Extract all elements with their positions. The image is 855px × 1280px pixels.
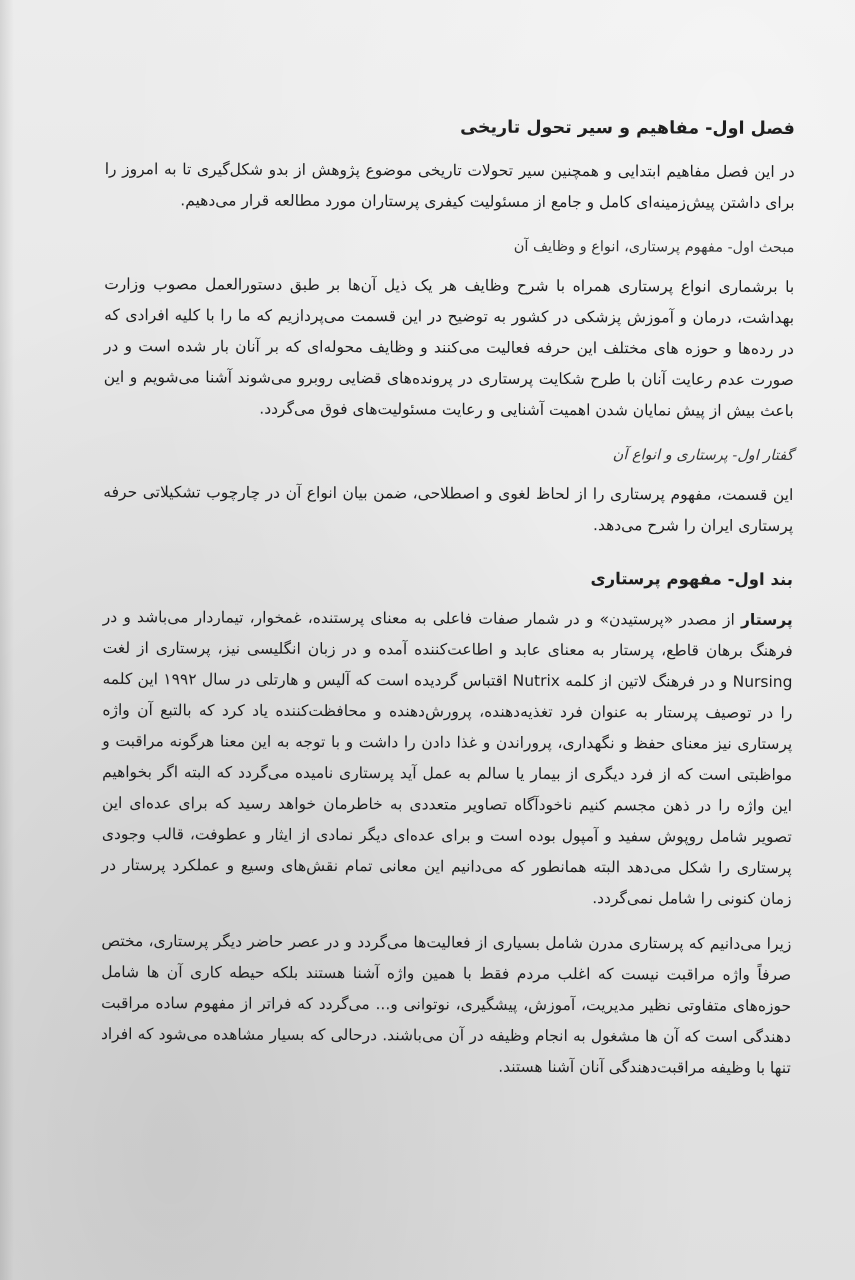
section-title: بند اول- مفهوم پرستاری — [590, 569, 793, 589]
page-shadow-edge — [0, 0, 14, 1280]
discourse-paragraph: این قسمت، مفهوم پرستاری را از لحاظ لغوی و اصطلاحی، ضمن بیان انواع آن در چارچوب تشکیلاتی حرفه پرستاری ایران را شرح می‌دهد. — [103, 482, 794, 535]
topic-paragraph: با برشماری انواع پرستاری همراه با شرح وظایف هر یک ذیل آن‌ها بر طبق دستورالعمل مصوب وزارت بهداشت، درمان و آموزش پزشکی در کشور به توضیح در این قسمت می‌پردازیم که ما را با کلیه افرادی که در رده‌ها و حوزه های مختلف این حرفه فعالیت می‌کنند و وظایف محوله‌ای که بر آنان بار شده است و در صورت عدم رعایت آنان با طرح شکایت پرستاری در پرونده‌های قضایی روبرو می‌شوند آشنا می‌شویم و این باعث بیش از پیش نمایان شدن اهمیت آشنایی و رعایت مسئولیت‌های فوق می‌گردد. — [103, 274, 795, 420]
discourse-heading: گفتار اول- پرستاری و انواع آن — [612, 447, 794, 464]
topic-heading: مبحث اول- مفهوم پرستاری، انواع و وظایف آن — [513, 238, 795, 256]
definition-term: پرستار — [740, 610, 793, 629]
chapter-title: فصل اول- مفاهیم و سیر تحول تاریخی — [460, 117, 795, 139]
book-page — [101, 107, 795, 1098]
definition-text: از مصدر «پرستیدن» و در شمار صفات فاعلی به معنای پرستنده، غمخوار، تیماردار می‌باشد و در فرهنگ برهان قاطع، پرستار به معنای عابد و اطاعت‌کننده آمده و در زبان انگلیسی نیز، پرستاری از لغت Nursing و در فرهنگ لاتین از کلمه Nutrix اقتباس گردیده است که آلیس و هارتلی در سال ۱۹۹۲ این کلمه را در توصیف پرستار به عنوان فرد تغذیه‌دهنده، پرورش‌دهنده و محافظت‌کننده یاد کرد که بالتبع آن واژه پرستاری نیز معنای حفظ و نگهداری، پروراندن و غذا دادن را داشت و با توجه به این معنا هرگونه مراقبت و مواظبتی است که از فرد دیگری از بیمار یا سالم به عمل آید پرستاری نامیده می‌گردد که البته اگر بخواهیم این واژه را در ذهن مجسم کنیم ناخودآگاه تصاویر متعددی به خاطرمان خواهد رسید که برای عده‌ای این تصویر شامل روپوش سفید و آمپول بوده است و برای عده‌ای دیگر نمادی از ایثار و عطوفت، قالب وجودی پرستاری را شکل می‌دهد البته همانطور که می‌دانیم این معانی تمام نقش‌های وسیع و عملکرد پرستار در زمان کنونی را شامل نمی‌گردد. — [101, 607, 793, 908]
final-paragraph: زیرا می‌دانیم که پرستاری مدرن شامل بسیاری از فعالیت‌ها می‌گردد و در عصر حاضر دیگر پرستاری، مختص صرفاً واژه مراقبت نیست که اغلب مردم فقط با همین واژه آشنا هستند بلکه حیطه کاری آن ها شامل حوزه‌های متفاوتی نظیر مدیریت، آموزش، پیشگیری، نوتوانی و... می‌گردد که فراتر از مفهوم ساده مراقبت دهندگی است که آن ها مشغول به انجام وظیفه در آن می‌باشند. درحالی که بسیار مشاهده می‌شود که افراد تنها با وظیفه مراقبت‌دهندگی آنان آشنا هستند. — [100, 931, 792, 1077]
intro-paragraph: در این فصل مفاهیم ابتدایی و همچنین سیر تحولات تاریخی موضوع پژوهش از بدو شکل‌گیری تا به امروز را برای داشتن پیش‌زمینه‌ای کامل و جامع از مسئولیت کیفری پرستاران مورد مطالعه قرار می‌دهیم. — [104, 159, 795, 212]
definition-paragraph — [101, 602, 792, 915]
